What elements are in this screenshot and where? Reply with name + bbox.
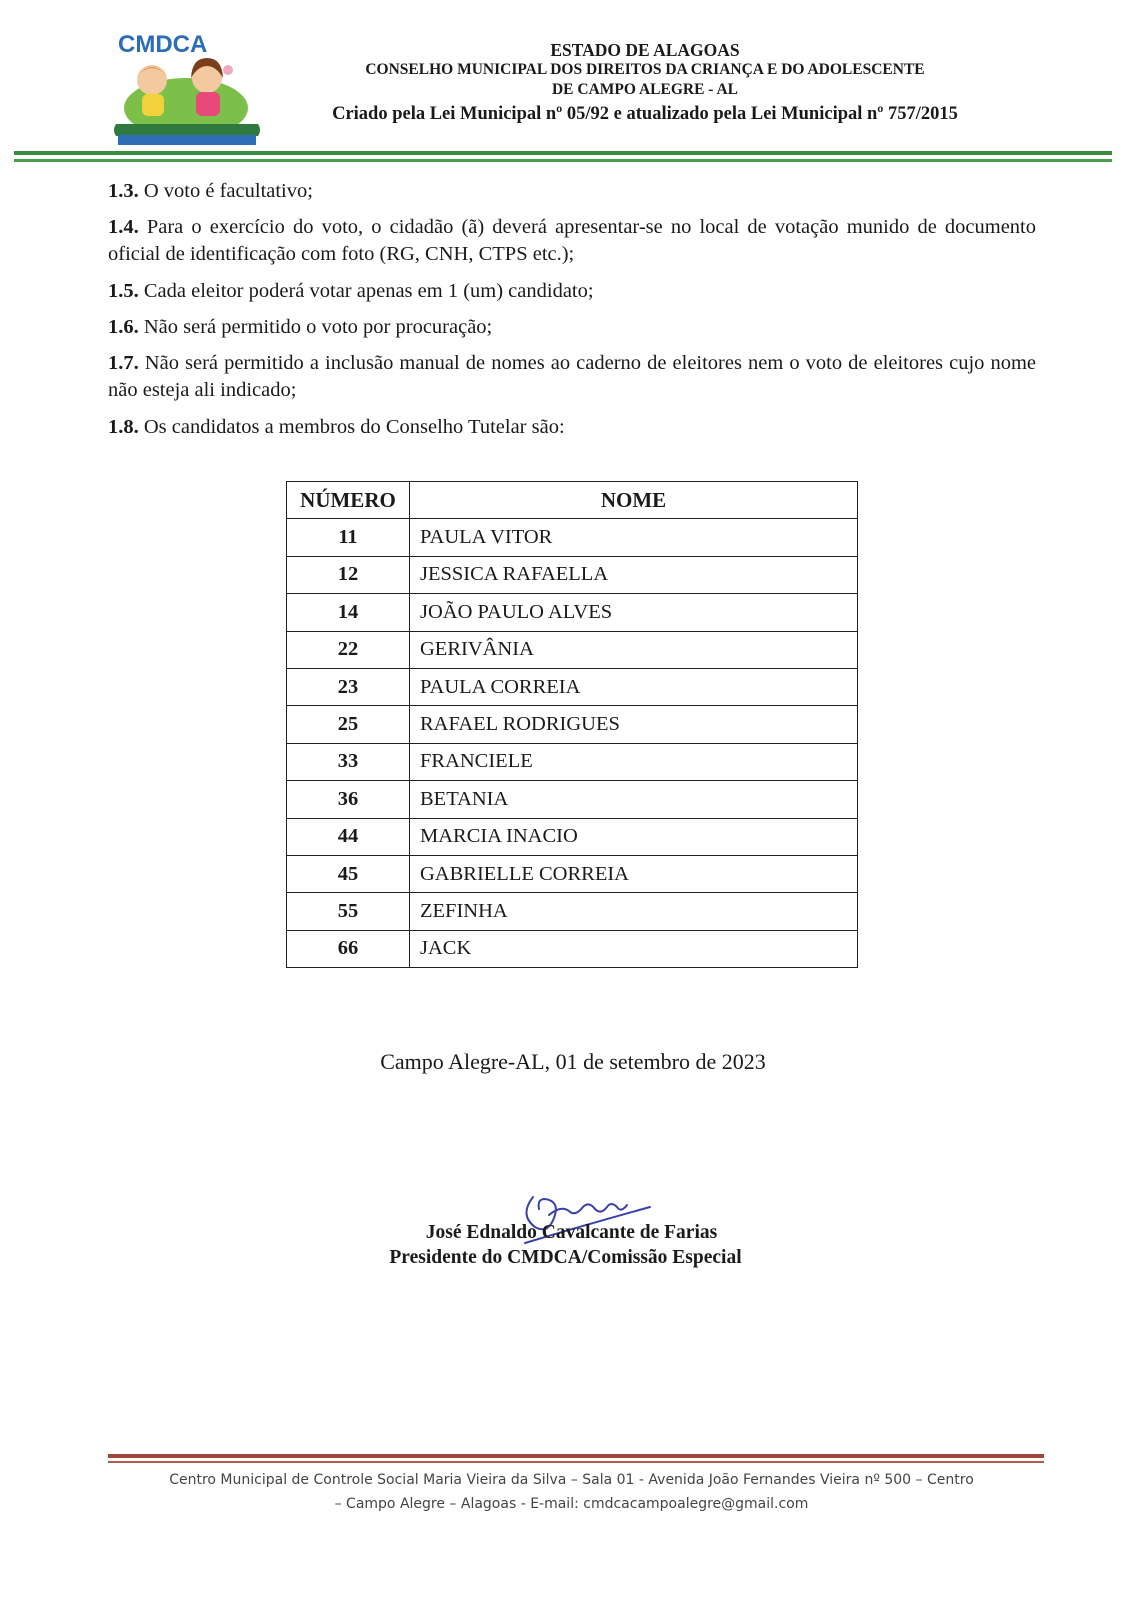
- candidate-name: ZEFINHA: [410, 893, 858, 930]
- date-line: Campo Alegre-AL, 01 de setembro de 2023: [380, 1049, 766, 1074]
- candidate-number: 14: [287, 594, 410, 631]
- header-council: CONSELHO MUNICIPAL DOS DIREITOS DA CRIANÇA E DO ADOLESCENTE: [365, 61, 925, 78]
- item-number: 1.8.: [108, 416, 139, 438]
- header-state: ESTADO DE ALAGOAS: [550, 40, 740, 60]
- table-row: [287, 781, 858, 818]
- candidate-name: MARCIA INACIO: [410, 818, 858, 855]
- item-text: Não será permitido o voto por procuração;: [138, 316, 493, 338]
- item-number: 1.5.: [108, 280, 139, 302]
- header-divider-secondary: [14, 159, 1112, 162]
- table-row: [287, 594, 858, 631]
- candidate-number: 12: [287, 556, 410, 593]
- table-row: [287, 631, 858, 668]
- item-1-6: [108, 314, 1036, 341]
- item-number: 1.7.: [108, 352, 139, 374]
- footer-contact: – Campo Alegre – Alagoas - E-mail: cmdcacampoalegre@gmail.com: [334, 1496, 809, 1512]
- table-row: [287, 706, 858, 743]
- signer-role: Presidente do CMDCA/Comissão Especial: [389, 1247, 742, 1268]
- candidate-number: 23: [287, 668, 410, 705]
- item-text: Não será permitido a inclusão manual de nomes ao caderno de eleitores nem o voto de eleitores cujo nome não esteja ali indicado;: [108, 352, 1036, 401]
- column-header-number: NÚMERO: [287, 482, 410, 519]
- candidate-name: JACK: [410, 930, 858, 967]
- header-city: DE CAMPO ALEGRE - AL: [551, 81, 738, 98]
- header-divider: [14, 151, 1112, 155]
- candidate-number: 22: [287, 631, 410, 668]
- item-text: O voto é facultativo;: [138, 180, 313, 202]
- item-1-4: [108, 214, 1036, 268]
- signer-name: José Ednaldo Cavalcante de Farias: [425, 1222, 718, 1243]
- candidate-name: RAFAEL RODRIGUES: [410, 706, 858, 743]
- item-number: 1.3.: [108, 180, 139, 202]
- column-header-name: NOME: [410, 482, 858, 519]
- candidate-name: BETANIA: [410, 781, 858, 818]
- item-number: 1.6.: [108, 316, 139, 338]
- item-text: Para o exercício do voto, o cidadão (ã) deverá apresentar-se no local de votação munido de documento oficial de identificação com foto (RG, CNH, CTPS etc.);: [108, 216, 1036, 265]
- item-1-7: [108, 350, 1036, 404]
- candidate-number: 36: [287, 781, 410, 818]
- table-header-row: [287, 482, 858, 519]
- item-1-8: [108, 414, 1036, 441]
- candidate-number: 55: [287, 893, 410, 930]
- footer-divider-secondary: [108, 1461, 1044, 1463]
- candidate-name: PAULA VITOR: [410, 519, 858, 556]
- cmdca-logo: [108, 30, 266, 148]
- item-text: Cada eleitor poderá votar apenas em 1 (um) candidato;: [138, 280, 594, 302]
- document-header: [280, 40, 1010, 127]
- table-row: [287, 855, 858, 892]
- footer-divider: [108, 1454, 1044, 1458]
- candidate-number: 11: [287, 519, 410, 556]
- candidate-number: 44: [287, 818, 410, 855]
- header-law: Criado pela Lei Municipal nº 05/92 e atualizado pela Lei Municipal nº 757/2015: [332, 104, 958, 124]
- candidates-table: [286, 481, 858, 968]
- table-row: [287, 519, 858, 556]
- candidate-number: 45: [287, 855, 410, 892]
- footer: [0, 1468, 1131, 1516]
- item-1-5: [108, 278, 1036, 305]
- table-row: [287, 818, 858, 855]
- table-row: [287, 930, 858, 967]
- candidate-name: JESSICA RAFAELLA: [410, 556, 858, 593]
- item-text: Os candidatos a membros do Conselho Tutelar são:: [138, 416, 565, 438]
- candidate-name: GABRIELLE CORREIA: [410, 855, 858, 892]
- candidate-name: JOÃO PAULO ALVES: [410, 594, 858, 631]
- candidate-number: 33: [287, 743, 410, 780]
- candidate-number: 25: [287, 706, 410, 743]
- logo-text: CMDCA: [118, 31, 208, 58]
- candidate-name: GERIVÂNIA: [410, 631, 858, 668]
- candidate-name: PAULA CORREIA: [410, 668, 858, 705]
- table-row: [287, 668, 858, 705]
- table-row: [287, 743, 858, 780]
- footer-address: Centro Municipal de Controle Social Maria Vieira da Silva – Sala 01 - Avenida João Fernandes Vieira nº 500 – Centro: [169, 1472, 974, 1488]
- table-row: [287, 556, 858, 593]
- table-row: [287, 893, 858, 930]
- item-number: 1.4.: [108, 216, 139, 238]
- candidate-number: 66: [287, 930, 410, 967]
- item-1-3: [108, 178, 1036, 205]
- candidate-name: FRANCIELE: [410, 743, 858, 780]
